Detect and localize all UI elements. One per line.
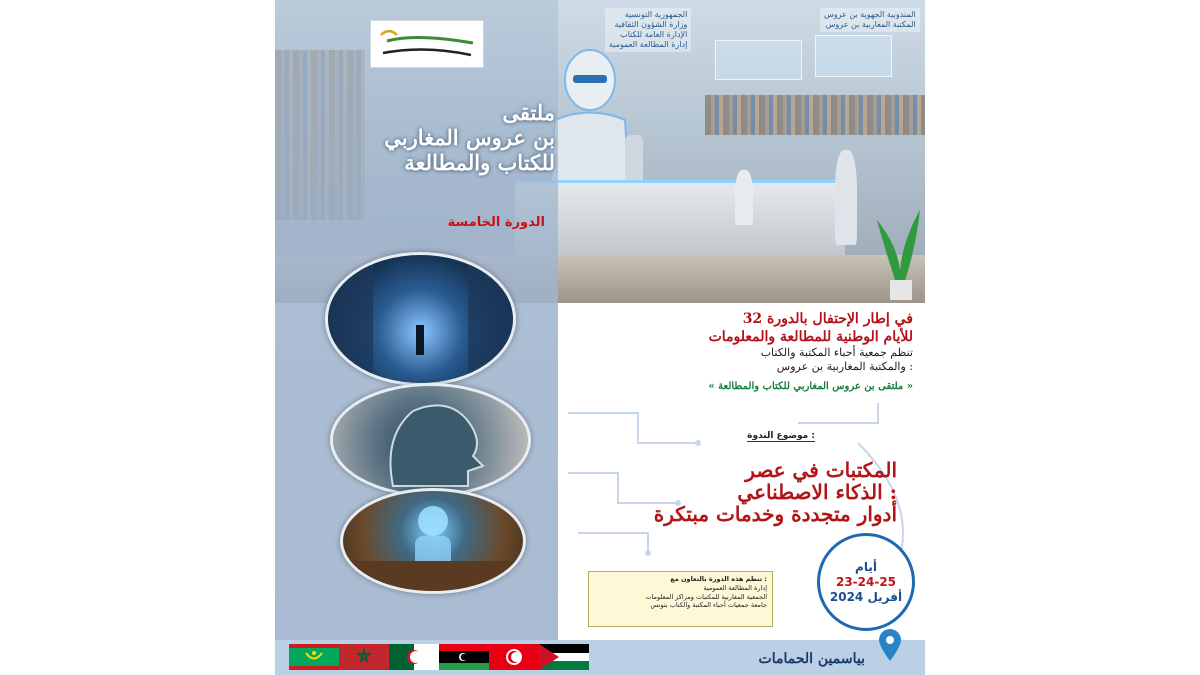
festival-title: [384, 100, 555, 176]
library-tunnel-image: [325, 252, 516, 386]
intro-text: [708, 311, 913, 392]
footer-bar: [275, 640, 925, 675]
intro-line-3: تنظم جمعية أحباء المكتبة والكتاب: [760, 346, 913, 359]
ministry-header: الجمهورية التونسية وزارة الشؤون الثقافية الإدارة العامة للكتاب إدارة المطالعة العمومية: [605, 8, 691, 52]
tunisia-flag-icon: [489, 644, 539, 670]
partners-heading: تنظم هذه الدورة بالتعاون مع :: [670, 575, 767, 583]
hologram-panel: [715, 40, 802, 80]
date-month-year: أفريل 2024: [829, 589, 903, 604]
visitor-figure: [835, 150, 857, 245]
title-line-3: للكتاب والمطالعة: [404, 150, 555, 176]
morocco-flag-icon: [339, 644, 389, 670]
partners-box: [588, 571, 773, 627]
ai-head-image: [330, 383, 531, 497]
visitor-figure: [735, 170, 753, 225]
festival-logo: [370, 20, 484, 68]
info-section: [558, 303, 925, 640]
hologram-panel: [815, 35, 892, 77]
theme-line-2: الذكاء الاصطناعي :: [737, 480, 897, 504]
bookshelf-graphic: [705, 95, 925, 135]
event-poster: [275, 0, 925, 675]
location-pin-icon: [877, 628, 903, 662]
mauritania-flag-icon: [289, 644, 339, 670]
intro-line-4: والمكتبة المغاربية بن عروس :: [776, 360, 913, 374]
palestine-flag-icon: [539, 644, 589, 670]
intro-line-2: للأيام الوطنية للمطالعة والمعلومات: [708, 328, 913, 345]
library-header: المندوبية الجهوية بن عروس المكتبة المغاربية بن عروس: [820, 8, 920, 32]
footer-author: بياسمين الحمامات: [758, 651, 865, 667]
title-line-1: ملتقى: [502, 100, 555, 125]
date-word: أيام: [855, 559, 877, 574]
partner-item: جامعة جمعيات أحباء المكتبة والكتاب بتونس: [650, 601, 767, 610]
intro-line-5: « ملتقى بن عروس المغاربي للكتاب والمطالعة »: [708, 380, 913, 392]
title-line-2: بن عروس المغاربي: [384, 125, 555, 151]
theme-label: موضوع الندوة :: [747, 431, 815, 441]
partner-item: الجمعية المغاربية للمكتبات ومراكز المعلومات: [645, 592, 767, 601]
session-label: الدورة الخامسة: [447, 215, 545, 230]
algeria-flag-icon: [389, 644, 439, 670]
partner-item: إدارة المطالعة العمومية: [703, 583, 767, 592]
intro-line-1: في إطار الإحتفال بالدورة 32: [742, 311, 913, 327]
date-days: 23-24-25: [835, 574, 897, 589]
flags-row: [289, 644, 589, 670]
ai-reading-room-image: [340, 488, 526, 594]
symposium-theme: [654, 459, 897, 525]
date-badge: [817, 533, 915, 631]
plant-icon: [875, 200, 925, 300]
logo-mark: [375, 25, 479, 63]
libya-flag-icon: [439, 644, 489, 670]
theme-line-1: المكتبات في عصر: [745, 458, 897, 482]
theme-line-3: أدوار متجددة وخدمات مبتكرة: [653, 502, 897, 526]
